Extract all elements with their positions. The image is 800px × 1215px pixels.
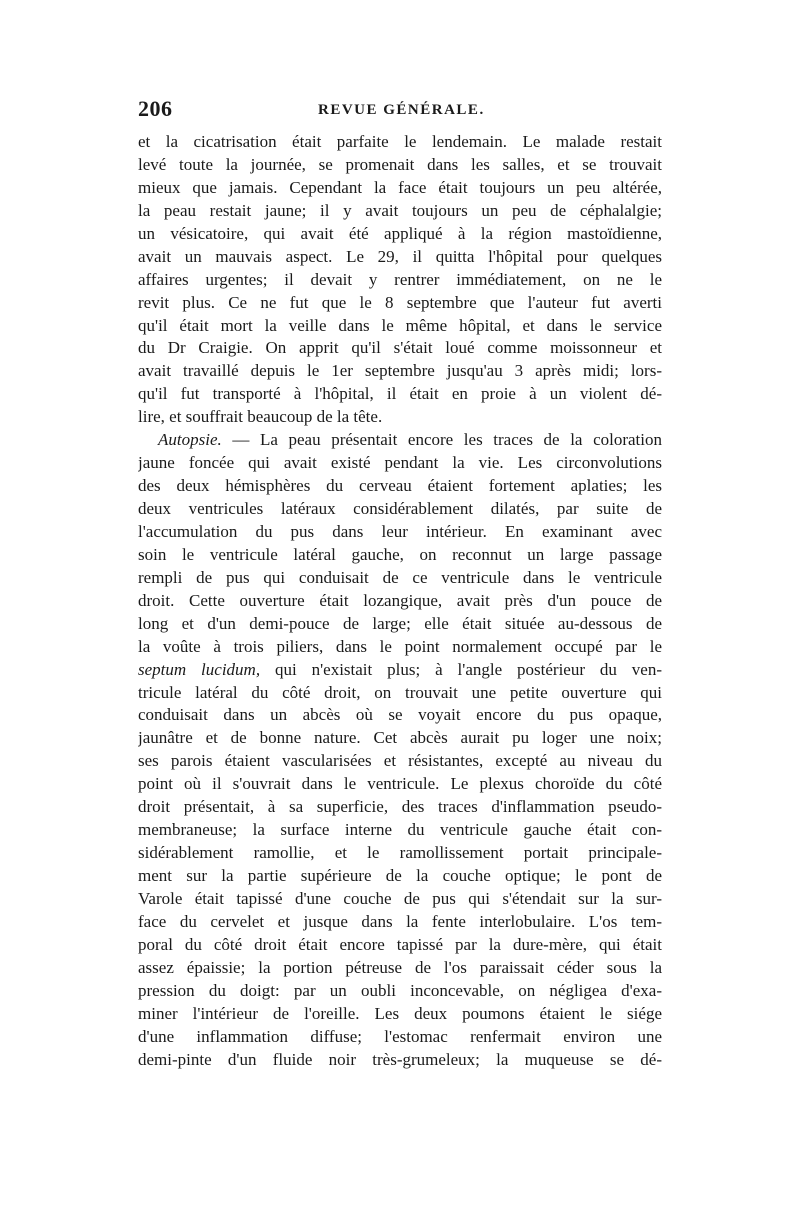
text-line: ses parois étaient vascularisées et résistantes, excepté au niveau du [138,751,662,771]
text-line: qu'il était mort la veille dans le même hôpital, et dans le service [138,315,662,335]
text-line: revit plus. Ce ne fut que le 8 septembre que l'auteur fut averti [138,292,662,312]
text-line: soin le ventricule latéral gauche, on reconnut un large passage [138,544,662,564]
text-line: avait travaillé depuis le 1er septembre jusqu'au 3 après midi; lors- [138,361,662,381]
text-line: avait un mauvais aspect. Le 29, il quitta l'hôpital pour quelques [138,246,662,266]
text-line: tricule latéral du côté droit, on trouvait une petite ouverture qui [138,682,662,702]
line-text: — La peau présentait encore les traces de la coloration [221,430,662,450]
italic-term: Autopsie. [158,430,222,450]
text-line: conduisait dans un abcès où se voyait encore du pus opaque, [138,705,662,725]
text-line: demi-pinte d'un fluide noir très-grumeleux; la muqueuse se dé- [138,1049,662,1069]
body-text [138,131,662,1071]
text-line: la peau restait jaune; il y avait toujours un peu de céphalalgie; [138,200,662,220]
text-line: pression du doigt: par un oubli inconcevable, on négligea d'exa- [138,980,662,1000]
text-line: la voûte à trois piliers, dans le point normalement occupé par le [138,636,662,656]
text-line: miner l'intérieur de l'oreille. Les deux poumons étaient le siége [138,1003,662,1023]
text-line: long et d'un demi-pouce de large; elle était située au-dessous de [138,613,662,633]
text-line: assez épaissie; la portion pétreuse de l'os paraissait céder sous la [138,957,662,977]
text-line: point où il s'ouvrait dans le ventricule. Le plexus choroïde du côté [138,774,662,794]
text-line: Varole était tapissé d'une couche de pus qui s'étendait sur la sur- [138,888,662,908]
text-line: sidérablement ramollie, et le ramollissement portait principale- [138,843,662,863]
text-line: droit. Cette ouverture était lozangique, avait près d'un pouce de [138,590,662,610]
text-line: un vésicatoire, qui avait été appliqué à la région mastoïdienne, [138,223,662,243]
text-line: des deux hémisphères du cerveau étaient fortement aplaties; les [138,476,662,496]
line-text: qui n'existait plus; à l'angle postérieur du ven- [260,659,662,679]
journal-title: REVUE GÉNÉRALE. [318,102,485,118]
page-number: 206 [138,96,173,121]
text-line: d'une inflammation diffuse; l'estomac renfermait environ une [138,1026,662,1046]
italic-term: septum lucidum, [138,659,261,679]
text-line [138,429,662,452]
text-line: l'accumulation du pus dans leur intérieur. En examinant avec [138,521,662,541]
running-head [138,96,662,124]
text-line: droit présentait, à sa superficie, des traces d'inflammation pseudo- [138,797,662,817]
text-line: qu'il fut transporté à l'hôpital, il était en proie à un violent dé- [138,384,662,404]
text-line: affaires urgentes; il devait y rentrer immédiatement, on ne le [138,269,662,289]
text-line: mieux que jamais. Cependant la face était toujours un peu altérée, [138,177,662,197]
text-line: lire, et souffrait beaucoup de la tête. [138,407,383,427]
text-line: levé toute la journée, se promenait dans les salles, et se trouvait [138,154,662,174]
text-line: face du cervelet et jusque dans la fente interlobulaire. L'os tem- [138,911,662,931]
text-line: et la cicatrisation était parfaite le lendemain. Le malade restait [138,132,662,151]
text-line: membraneuse; la surface interne du ventricule gauche était con- [138,820,662,840]
text-line: rempli de pus qui conduisait de ce ventricule dans le ventricule [138,567,662,587]
text-line: du Dr Craigie. On apprit qu'il s'était loué comme moissonneur et [138,338,662,358]
text-line: poral du côté droit était encore tapissé par la dure-mère, qui était [138,934,662,954]
text-line: jaunâtre et de bonne nature. Cet abcès aurait pu loger une noix; [138,728,662,748]
text-line [138,659,662,682]
text-line: jaune foncée qui avait existé pendant la vie. Les circonvolutions [138,453,662,473]
text-line: ment sur la partie supérieure de la couche optique; le pont de [138,866,662,885]
text-line: deux ventricules latéraux considérablement dilatés, par suite de [138,499,662,518]
